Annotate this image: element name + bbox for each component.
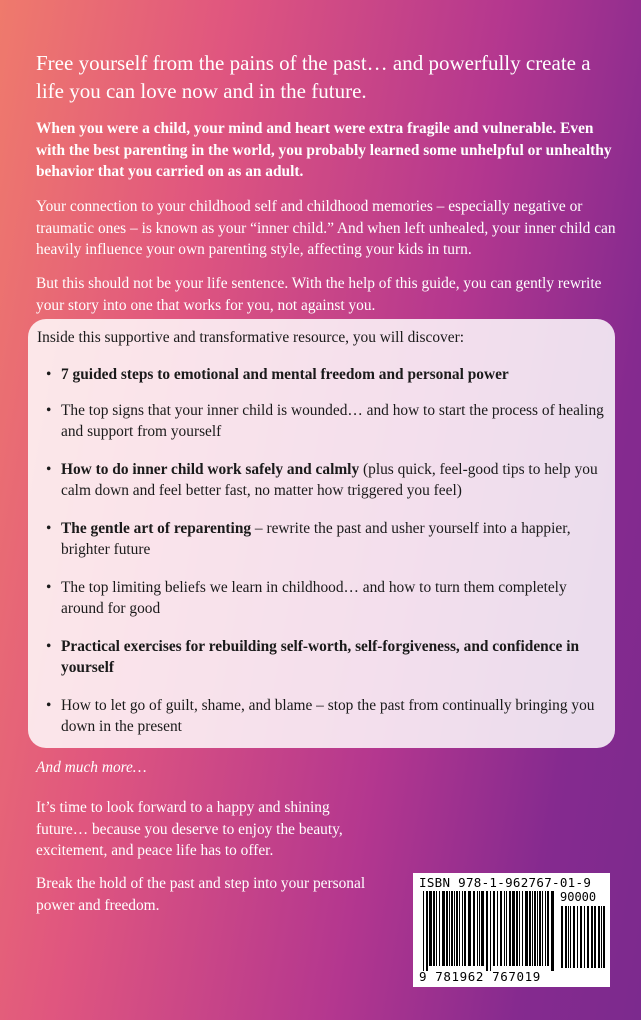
barcode-bar: [532, 891, 533, 966]
price-code: 90000: [560, 890, 597, 904]
barcode-bar: [537, 891, 538, 966]
barcode-addon-bar: [573, 906, 575, 968]
list-item: [46, 577, 606, 619]
bullet-bold-text: 7 guided steps to emotional and mental freedom and personal power: [61, 366, 509, 383]
barcode-bar: [423, 891, 424, 971]
barcode-addon-bar: [598, 906, 600, 968]
barcode-bar: [486, 891, 488, 971]
ean-digits: 9 781962 767019: [419, 969, 541, 984]
bullet-dot: •: [46, 366, 52, 383]
barcode-bar: [442, 891, 445, 966]
barcode-bar: [426, 891, 428, 971]
barcode-bar: [433, 891, 435, 966]
bullet-dot: •: [46, 697, 52, 714]
bullet-dot: •: [46, 638, 52, 655]
discover-panel: [28, 319, 615, 748]
barcode-bar: [454, 891, 455, 966]
barcode-bar: [436, 891, 437, 966]
barcode-addon-bar: [577, 906, 578, 968]
headline: Free yourself from the pains of the past… and powerfully create a life you can love now and in the future.: [36, 51, 591, 103]
barcode-bar: [529, 891, 531, 966]
barcode-bar: [497, 891, 498, 966]
rewrite-story-paragraph: But this should not be your life sentence. With the help of this guide, you can gently rewrite your story into one that works for you, not against you.: [36, 275, 602, 314]
barcode-bar: [547, 891, 549, 966]
list-item: [46, 400, 606, 442]
barcode-addon-bar: [584, 906, 585, 968]
barcode-addon-bar: [580, 906, 582, 968]
bullet-text: The top limiting beliefs we learn in childhood… and how to turn them completely around for good: [61, 579, 567, 617]
bullet-bold-text: Practical exercises for rebuilding self-worth, self-forgiveness, and confidence in yourself: [61, 638, 580, 676]
bullet-dot: •: [46, 461, 52, 478]
barcode-bar: [479, 891, 480, 966]
barcode-addon-bar: [603, 906, 605, 968]
barcode-bar: [504, 891, 505, 966]
barcode-bar: [449, 891, 450, 966]
barcode-bar: [429, 891, 432, 966]
barcode-bar: [534, 891, 536, 966]
barcode-bar: [468, 891, 471, 966]
barcode-bar: [551, 891, 554, 971]
bullet-text: (plus quick, feel-good tips to help you calm down and feel better fast, no matter how triggered you feel): [61, 461, 598, 499]
barcode-addon-bar: [587, 906, 589, 968]
barcode-bar: [500, 891, 502, 966]
barcode-bar: [473, 891, 475, 966]
bullet-text: – rewrite the past and usher yourself into a happier, brighter future: [61, 520, 571, 558]
bullet-bold-text: The gentle art of reparenting: [61, 520, 252, 537]
barcode-bar: [545, 891, 546, 966]
bullet-bold-text: How to do inner child work safely and calmly: [61, 461, 360, 478]
barcode-bar: [493, 891, 495, 966]
list-item: [46, 364, 606, 385]
list-item: [46, 459, 606, 501]
panel-intro: Inside this supportive and transformative resource, you will discover:: [37, 329, 464, 346]
bullet-dot: •: [46, 579, 52, 596]
barcode-bar: [539, 891, 541, 966]
barcode-bar: [516, 891, 518, 966]
barcode-addon-bar: [601, 906, 602, 968]
bullet-text: How to let go of guilt, shame, and blame – stop the past from continually bringing you down in the present: [61, 697, 595, 735]
barcode-bar: [522, 891, 523, 966]
barcode-bar: [456, 891, 458, 966]
barcode-bar: [446, 891, 448, 966]
barcode-bar: [439, 891, 440, 966]
barcode-addon-bar: [565, 906, 567, 968]
barcode-bar: [525, 891, 528, 966]
isbn-number: ISBN 978-1-962767-01-9: [419, 875, 592, 890]
inner-child-paragraph: Your connection to your childhood self and childhood memories – especially negative or traumatic ones – is known as your “inner child.” And when left unhealed, your inner child can heavily influence your own parenting style, affecting your kids in turn.: [36, 198, 616, 258]
barcode-bar: [459, 891, 460, 966]
barcode-bar: [481, 891, 484, 966]
barcode-bar: [519, 891, 520, 966]
barcode-bar: [477, 891, 478, 966]
bullet-dot: •: [46, 402, 52, 419]
closing-paragraph: It’s time to look forward to a happy and shining future… because you deserve to enjoy the beauty, excitement, and peace life has to offer.: [36, 799, 343, 859]
barcode-bar: [462, 891, 463, 966]
barcode-addon-bar: [568, 906, 569, 968]
closing-call-to-action: Break the hold of the past and step into your personal power and freedom.: [36, 875, 366, 914]
barcode-bar: [512, 891, 515, 966]
barcode-bar: [542, 891, 543, 966]
barcode-addon-bar: [594, 906, 596, 968]
bullet-dot: •: [46, 520, 52, 537]
barcode-addon-bar: [570, 906, 571, 968]
barcode-bar: [490, 891, 491, 971]
barcode-bar: [506, 891, 507, 966]
barcode-addon-bar: [591, 906, 593, 968]
list-item: [46, 636, 606, 678]
list-item: [46, 695, 606, 737]
isbn-barcode: [413, 873, 610, 987]
lead-paragraph: When you were a child, your mind and heart were extra fragile and vulnerable. Even with the best parenting in the world, you probably learned some unhelpful or unhealthy behavior that you carried on as an adult.: [36, 120, 612, 180]
barcode-bar: [464, 891, 466, 966]
barcode-addon-bar: [561, 906, 563, 968]
and-much-more: And much more…: [36, 759, 147, 776]
list-item: [46, 518, 606, 560]
bullet-text: The top signs that your inner child is wounded… and how to start the process of healing and support from yourself: [61, 402, 604, 440]
barcode-bar: [451, 891, 453, 966]
barcode-bar: [509, 891, 511, 966]
